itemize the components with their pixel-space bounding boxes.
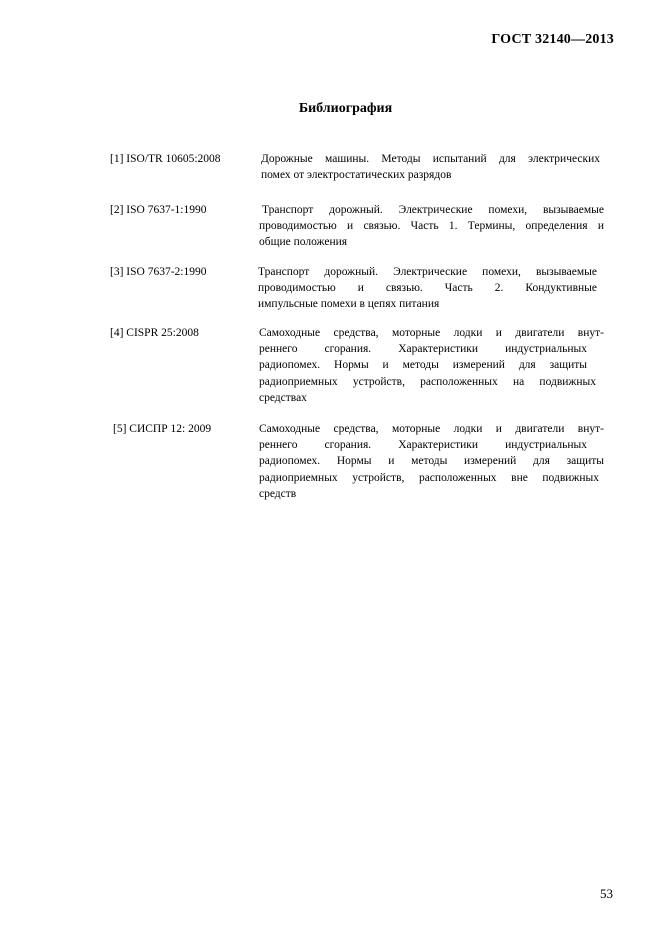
bibliography-line: реннего сгорания. Характеристики индустриальных xyxy=(259,343,587,356)
bibliography-text xyxy=(261,151,600,183)
bibliography-line: средствах xyxy=(259,391,307,404)
document-standard-header: ГОСТ 32140—2013 xyxy=(491,32,614,47)
bibliography-line: радиопомех. Нормы и методы измерений для защиты xyxy=(259,455,604,468)
bibliography-line: импульсные помехи в цепях питания xyxy=(258,298,440,311)
bibliography-line: Транспорт дорожный. Электрические помехи, вызываемые xyxy=(258,266,597,278)
page-title: Библиография xyxy=(298,101,393,116)
page-number: 53 xyxy=(600,886,613,901)
bibliography-line: радиоприемных устройств, расположенных на подвижных xyxy=(259,375,596,388)
bibliography-line: реннего сгорания. Характеристики индустриальных xyxy=(259,439,587,452)
bibliography-ref: [3] ISO 7637-2:1990 xyxy=(110,266,207,278)
bibliography-line: Самоходные средства, моторные лодки и двигатели внут- xyxy=(259,423,604,435)
bibliography-text xyxy=(258,264,597,313)
bibliography-line: проводимостью и связью. Часть 1. Термины, определения и xyxy=(259,220,604,233)
bibliography-line: общие положения xyxy=(259,236,348,249)
bibliography-line: средств xyxy=(259,487,297,500)
bibliography-line: радиоприемных устройств, расположенных вне подвижных xyxy=(259,471,599,484)
bibliography-line: Самоходные средства, моторные лодки и двигатели внут- xyxy=(259,327,604,339)
bibliography-line: Дорожные машины. Методы испытаний для электрических xyxy=(261,153,600,165)
bibliography-line: радиопомех. Нормы и методы измерений для защиты xyxy=(259,359,587,372)
bibliography-line: проводимостью и связью. Часть 2. Кондуктивные xyxy=(258,282,597,295)
bibliography-ref: [1] ISO/TR 10605:2008 xyxy=(110,153,221,165)
bibliography-ref: [5] СИСПР 12: 2009 xyxy=(113,423,212,435)
bibliography-line: помех от электростатических разрядов xyxy=(261,169,452,182)
bibliography-line: Транспорт дорожный. Электрические помехи, вызываемые xyxy=(262,204,604,216)
bibliography-text xyxy=(259,202,604,251)
bibliography-ref: [2] ISO 7637-1:1990 xyxy=(110,204,207,216)
bibliography-ref: [4] CISPR 25:2008 xyxy=(110,327,199,339)
bibliography-text xyxy=(259,325,604,406)
bibliography-text xyxy=(259,421,604,502)
